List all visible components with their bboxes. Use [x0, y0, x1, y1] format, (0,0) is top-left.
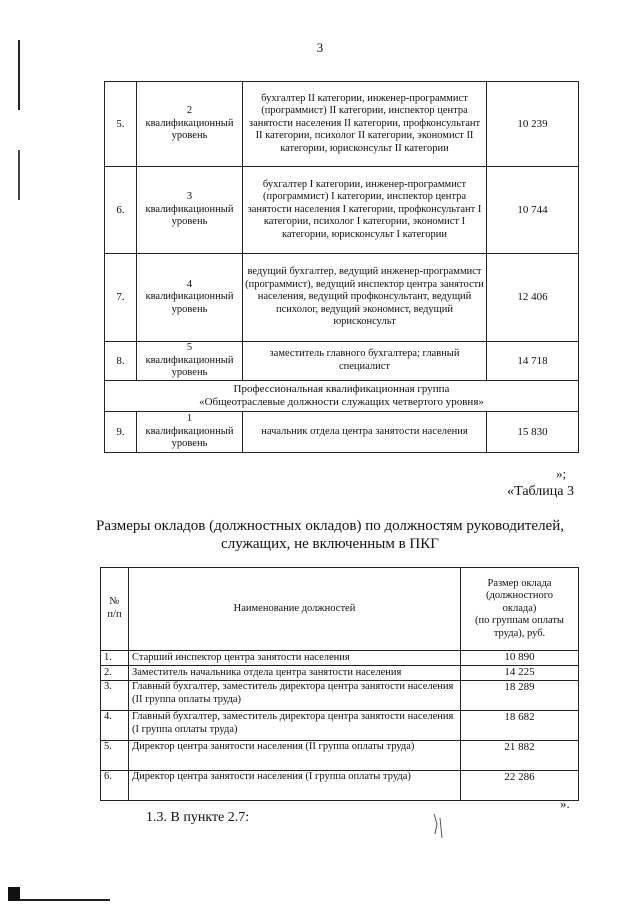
table-row [101, 666, 579, 681]
table-header-row [101, 568, 579, 651]
qualification-salary-table [104, 81, 579, 453]
group-title-line: «Общеотраслевые должности служащих четвертого уровня» [199, 396, 484, 408]
row-number: 4. [101, 711, 129, 741]
row-number: 3. [101, 681, 129, 711]
row-number: 5. [105, 82, 137, 167]
header-line: труда), руб. [493, 627, 546, 639]
salary-cell: 10 744 [487, 167, 579, 254]
level-number: 3 [186, 191, 193, 203]
scan-bottom-line [20, 899, 110, 901]
positions-cell: заместитель главного бухгалтера; главный специалист [243, 342, 487, 381]
table-row [105, 412, 579, 453]
section-heading: Размеры окладов (должностных окладов) по должностям руководителей, служащих, не включенным в ПКГ [95, 518, 564, 552]
scan-margin-mark [18, 150, 20, 200]
group-title [105, 381, 579, 412]
row-number: 5. [101, 741, 129, 771]
column-header-salary [461, 568, 579, 651]
salary-cell: 22 286 [461, 771, 579, 801]
level-number: 1 [186, 413, 193, 425]
closing-quote: ». [560, 796, 570, 811]
table-label: «Таблица 3 [507, 484, 574, 499]
salary-cell: 18 289 [461, 681, 579, 711]
level-number: 4 [186, 278, 193, 290]
group-title-line: Профессиональная квалификационная группа [233, 383, 450, 395]
header-line: № [109, 596, 120, 608]
row-number: 9. [105, 412, 137, 453]
qualification-level [137, 254, 243, 342]
level-label: уровень [171, 438, 208, 450]
header-line: оклада) [502, 602, 537, 614]
salary-cell: 12 406 [487, 254, 579, 342]
row-number: 8. [105, 342, 137, 381]
table-row [101, 681, 579, 711]
position-name: Главный бухгалтер, заместитель директора центра занятости населения (II группа оплаты труда) [129, 681, 461, 711]
salary-cell: 14 225 [461, 666, 579, 681]
qualification-level [137, 412, 243, 453]
group-header-row [105, 381, 579, 412]
paragraph-text: 1.3. В пункте 2.7: [146, 810, 250, 825]
table-row [101, 771, 579, 801]
row-number: 1. [101, 651, 129, 666]
header-line: (по группам оплаты [475, 615, 564, 627]
manager-salary-table [100, 567, 579, 801]
header-line: (должностного [486, 590, 553, 602]
qualification-level [137, 82, 243, 167]
level-number: 2 [186, 105, 193, 117]
positions-cell: бухгалтер I категории, инженер-программист (программист) I категории, инспектор центра занятости населения I категории, профконсультант I категории, психолог I категории, экономист I категории, юрисконсульт I категории [243, 167, 487, 254]
position-name: Главный бухгалтер, заместитель директора центра занятости населения (I группа оплаты труда) [129, 711, 461, 741]
salary-cell: 21 882 [461, 741, 579, 771]
table-row [105, 82, 579, 167]
row-number: 2. [101, 666, 129, 681]
column-header-name: Наименование должностей [129, 568, 461, 651]
table-row [101, 651, 579, 666]
table-row [101, 711, 579, 741]
level-label: квалификационный [145, 425, 234, 437]
page-number: 3 [316, 40, 324, 55]
table-row [105, 342, 579, 381]
level-number: 5 [186, 342, 193, 354]
row-number: 7. [105, 254, 137, 342]
salary-cell: 15 830 [487, 412, 579, 453]
salary-cell: 10 890 [461, 651, 579, 666]
level-label: квалификационный [145, 203, 234, 215]
level-label: уровень [171, 367, 208, 379]
position-name: Директор центра занятости населения (I группа оплаты труда) [129, 771, 461, 801]
qualification-level [137, 167, 243, 254]
positions-cell: ведущий бухгалтер, ведущий инженер-программист (программист), ведущий инспектор центра занятости населения, ведущий профконсультант, ведущий психолог, ведущий экономист, ведущий юрисконсульт [243, 254, 487, 342]
salary-cell: 10 239 [487, 82, 579, 167]
pen-stroke-mark [430, 812, 450, 842]
level-label: уровень [171, 130, 208, 142]
level-label: уровень [171, 303, 208, 315]
level-label: квалификационный [145, 354, 234, 366]
column-header-number [101, 568, 129, 651]
qualification-level [137, 342, 243, 381]
level-label: квалификационный [145, 291, 234, 303]
table-row [105, 167, 579, 254]
row-number: 6. [101, 771, 129, 801]
level-label: уровень [171, 216, 208, 228]
position-name: Старший инспектор центра занятости населения [129, 651, 461, 666]
scan-corner-mark [8, 887, 20, 901]
header-line: Размер оклада [487, 577, 552, 589]
salary-cell: 14 718 [487, 342, 579, 381]
row-number: 6. [105, 167, 137, 254]
salary-cell: 18 682 [461, 711, 579, 741]
level-label: квалификационный [145, 117, 234, 129]
table-row [101, 741, 579, 771]
positions-cell: начальник отдела центра занятости населения [243, 412, 487, 453]
table-row [105, 254, 579, 342]
position-name: Заместитель начальника отдела центра занятости населения [129, 666, 461, 681]
position-name: Директор центра занятости населения (II группа оплаты труда) [129, 741, 461, 771]
header-line: п/п [107, 609, 122, 620]
closing-quote: »; [556, 466, 567, 481]
positions-cell: бухгалтер II категории, инженер-программист (программист) II категории, инспектор центра занятости населения II категории, профконсультант II категории, психолог II категории, экономист II категории, юрисконсульт II категории [243, 82, 487, 167]
